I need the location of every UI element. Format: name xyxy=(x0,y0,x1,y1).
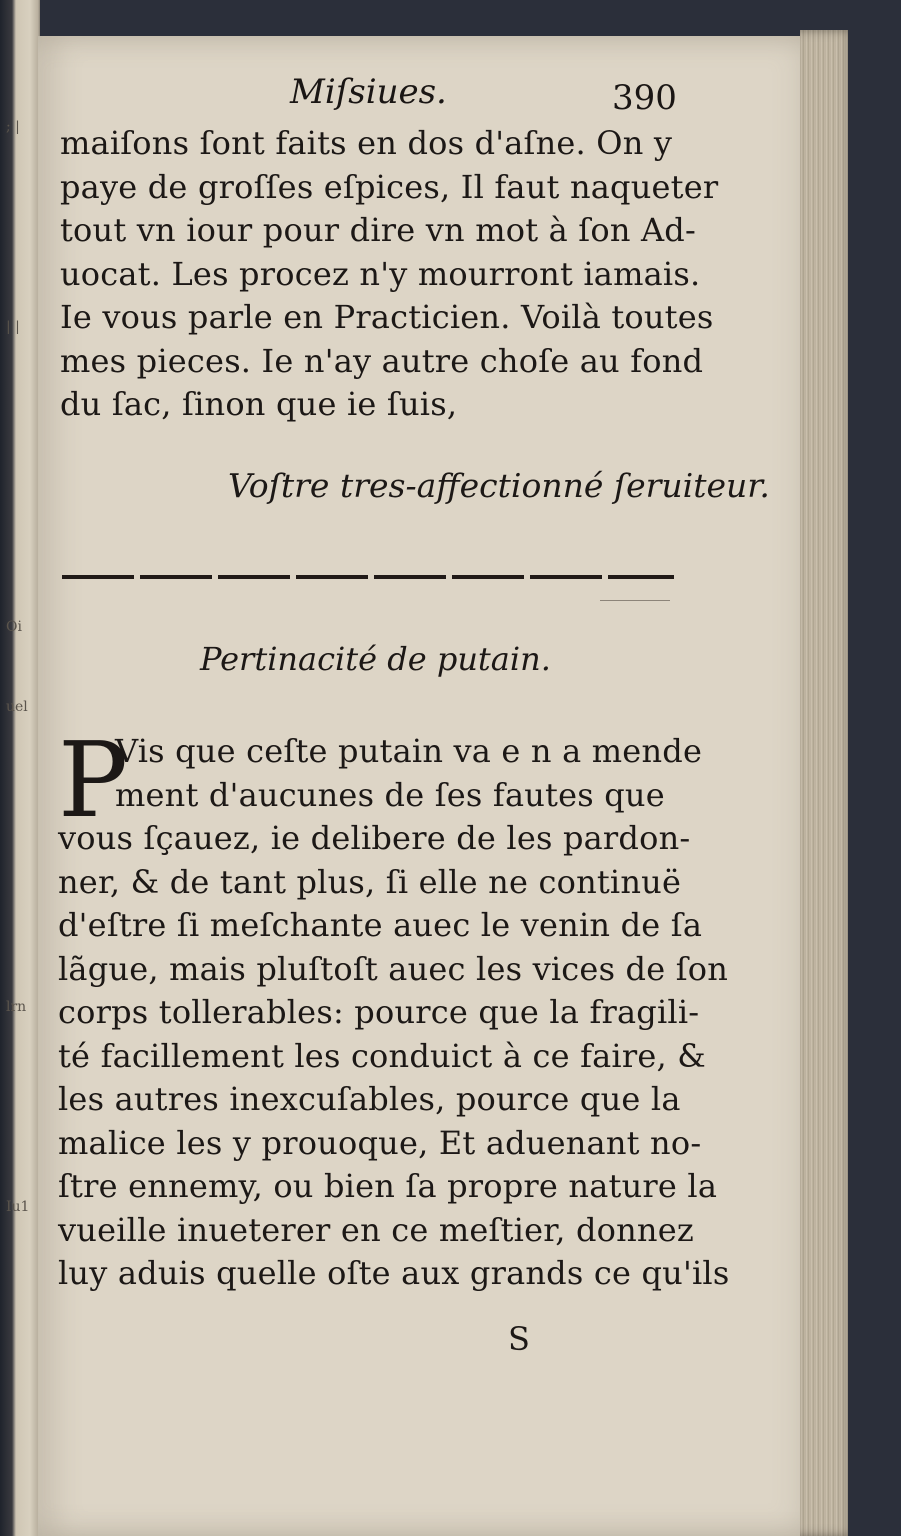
catchword: S xyxy=(508,1320,530,1358)
running-head: Miſsiues. xyxy=(290,72,447,112)
facing-page-fragment: uel xyxy=(6,700,28,714)
text-line: vous ſçauez, ie delibere de les pardon- xyxy=(58,819,691,857)
text-line: d'eſtre ſi meſchante auec le venin de ſa xyxy=(58,906,703,944)
text-line: du ſac, ſinon que ie ſuis, xyxy=(60,385,458,423)
section-title: Pertinacité de putain. xyxy=(200,640,551,678)
background xyxy=(848,0,901,1536)
facing-page-fragment: | | xyxy=(6,320,20,334)
section-divider xyxy=(62,575,674,579)
signature-line: Voſtre tres-affectionné ſeruiteur. xyxy=(228,466,770,505)
faint-rule xyxy=(600,600,670,601)
text-line: vueille inueterer en ce meſtier, donnez xyxy=(58,1210,694,1249)
drop-cap: P xyxy=(58,719,128,841)
text-line: té facillement les conduict à ce faire, & xyxy=(58,1036,706,1075)
text-line: lãgue, mais pluſtoſt auec les vices de ſon xyxy=(58,949,729,988)
section-body-text xyxy=(58,817,730,1296)
facing-page-edge xyxy=(0,0,40,1536)
text-line: mes pieces. Ie n'ay autre choſe au fond xyxy=(60,341,704,380)
text-line: Ie vous parle en Practicien. Voilà toutes xyxy=(60,298,714,336)
page-edges xyxy=(800,30,855,1536)
facing-page-fragment: ; | xyxy=(6,120,20,134)
text-line: ment d'aucunes de ſes fautes que xyxy=(115,775,665,814)
text-line: maiſons ſont faits en dos d'aſne. On y xyxy=(60,124,673,162)
text-line: luy aduis quelle oſte aux grands ce qu'ils xyxy=(58,1254,730,1292)
facing-page-fragment: Iu1 xyxy=(6,1200,30,1214)
facing-page-fragment: lrn xyxy=(6,1000,27,1014)
text-line: ner, & de tant plus, ſi elle ne continuë xyxy=(58,862,682,901)
page-number: 390 xyxy=(612,78,677,118)
text-line: tout vn iour pour dire vn mot à ſon Ad- xyxy=(60,211,697,249)
text-line: Vis que ceſte putain va e n a mende xyxy=(115,732,703,770)
letter-end-text xyxy=(60,122,719,427)
text-line: malice les y prouoque, Et aduenant no- xyxy=(58,1123,702,1162)
text-line: paye de groſſes eſpices, Il faut naqueter xyxy=(60,167,719,206)
section-first-lines xyxy=(115,730,703,817)
text-line: corps tollerables: pource que la fragili- xyxy=(58,993,700,1031)
text-line: uocat. Les procez n'y mourront iamais. xyxy=(60,254,701,293)
text-line: ſtre ennemy, ou bien ſa propre nature la xyxy=(58,1167,718,1205)
text-line: les autres inexcuſables, pource que la xyxy=(58,1080,681,1118)
facing-page-fragment: Oi xyxy=(6,620,22,634)
